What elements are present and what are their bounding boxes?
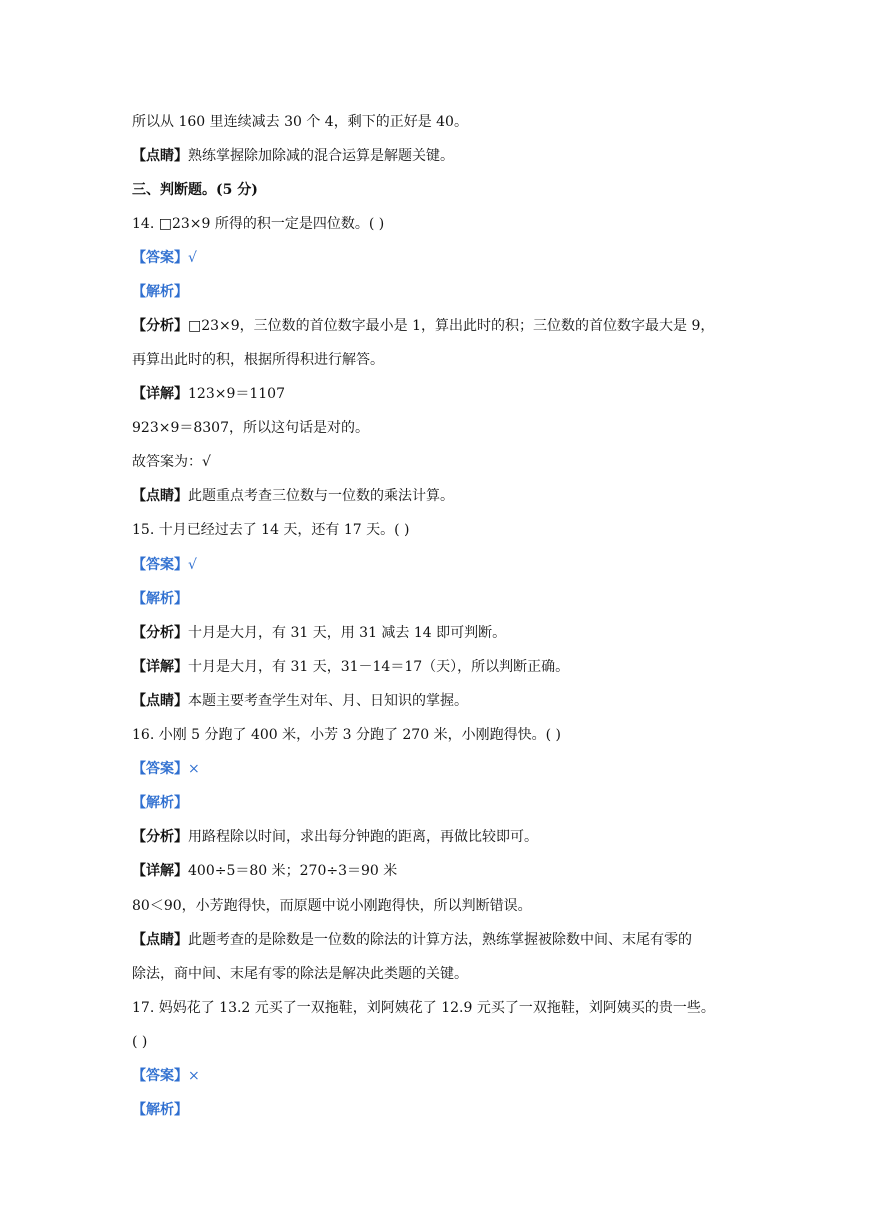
- key-point-line: 【点睛】本题主要考查学生对年、月、日知识的掌握。: [132, 693, 468, 709]
- detail-line: 【详解】十月是大月，有 31 天，31－14＝17（天），所以判断正确。: [132, 659, 570, 675]
- analysis-line: 【分析】十月是大月，有 31 天，用 31 减去 14 即可判断。: [132, 625, 507, 641]
- conclusion-line: 故答案为：√: [132, 454, 211, 470]
- analysis-line: 再算出此时的积，根据所得积进行解答。: [132, 352, 384, 368]
- key-point-line: 【点睛】熟练掌握除加除减的混合运算是解题关键。: [132, 148, 454, 164]
- section-heading: 三、判断题。(5 分): [132, 182, 258, 198]
- detail-line: 923×9＝8307，所以这句话是对的。: [132, 420, 369, 436]
- question-15: 15. 十月已经过去了 14 天，还有 17 天。( ): [132, 522, 410, 538]
- text-line: 所以从 160 里连续减去 30 个 4，剩下的正好是 40。: [132, 114, 468, 130]
- detail-line: 80＜90，小芳跑得快，而原题中说小刚跑得快，所以判断错误。: [132, 898, 532, 914]
- detail-line: 【详解】400÷5＝80 米；270÷3＝90 米: [132, 863, 398, 879]
- detail-line: 【详解】123×9＝1107: [132, 386, 285, 402]
- answer-label: 【答案】√: [132, 557, 197, 573]
- analysis-label: 【解析】: [132, 591, 188, 607]
- analysis-label: 【解析】: [132, 284, 188, 300]
- question-17: 17. 妈妈花了 13.2 元买了一双拖鞋，刘阿姨花了 12.9 元买了一双拖鞋，刘阿姨买的贵一些。: [132, 1000, 715, 1016]
- analysis-line: 【分析】用路程除以时间，求出每分钟跑的距离，再做比较即可。: [132, 829, 538, 845]
- question-16: 16. 小刚 5 分跑了 400 米，小芳 3 分跑了 270 米，小刚跑得快。( ): [132, 727, 561, 743]
- analysis-label: 【解析】: [132, 1102, 188, 1118]
- key-point-line: 【点睛】此题考查的是除数是一位数的除法的计算方法，熟练掌握被除数中间、末尾有零的: [132, 932, 692, 948]
- answer-label: 【答案】√: [132, 250, 197, 266]
- analysis-label: 【解析】: [132, 795, 188, 811]
- answer-label: 【答案】×: [132, 1068, 200, 1084]
- key-point-line: 【点睛】此题重点考查三位数与一位数的乘法计算。: [132, 488, 454, 504]
- analysis-line: 【分析】□23×9，三位数的首位数字最小是 1，算出此时的积；三位数的首位数字最大是 9，: [132, 318, 715, 334]
- answer-blank: ( ): [132, 1034, 148, 1050]
- question-14: 14. □23×9 所得的积一定是四位数。( ): [132, 216, 385, 232]
- key-point-line: 除法，商中间、末尾有零的除法是解决此类题的关键。: [132, 966, 468, 982]
- answer-label: 【答案】×: [132, 761, 200, 777]
